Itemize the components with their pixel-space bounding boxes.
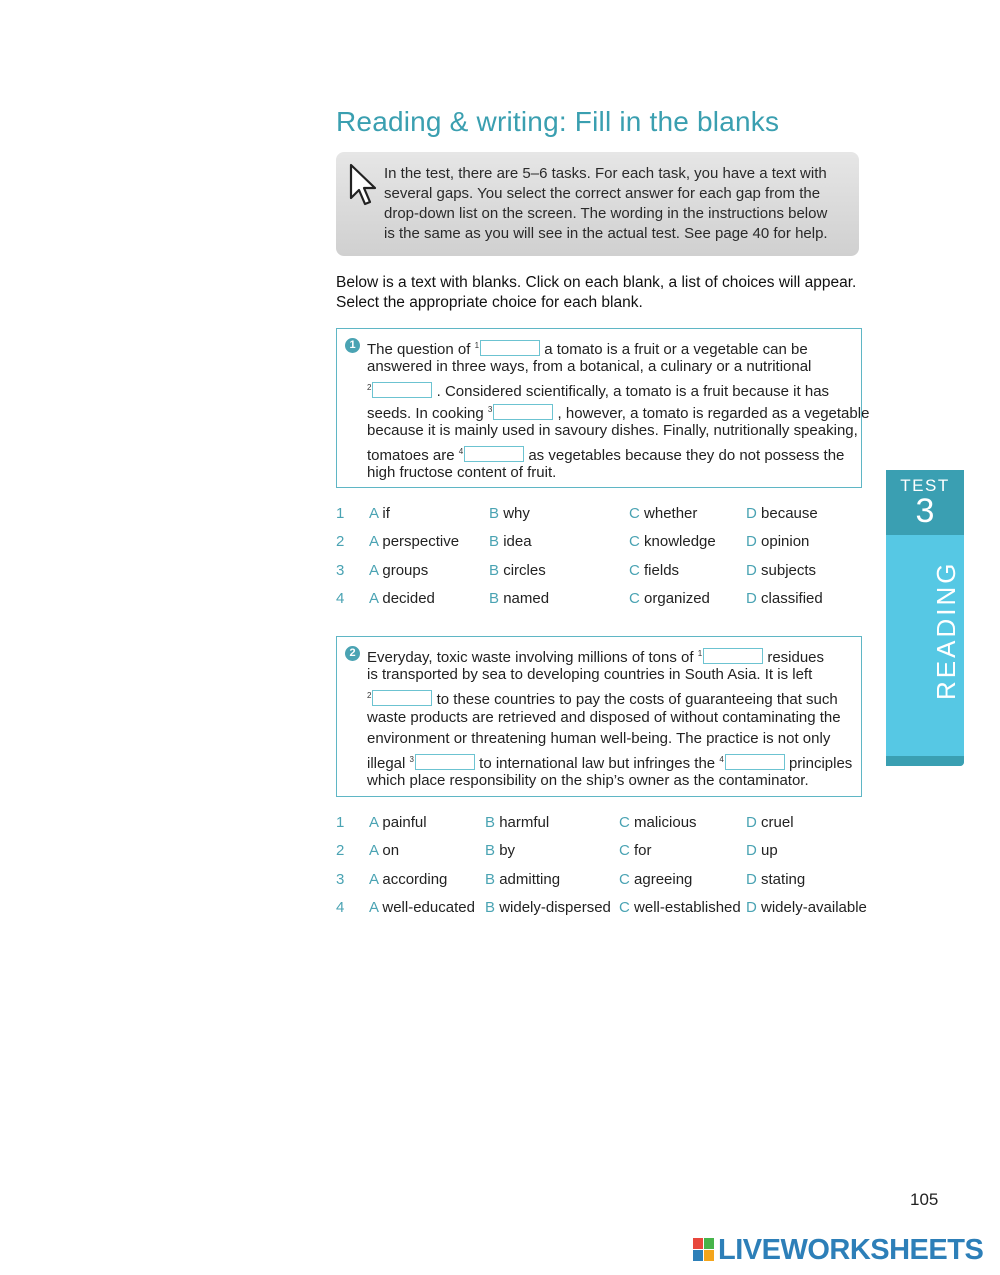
passage-text: tomatoes are xyxy=(367,446,455,464)
gap-number: 3 xyxy=(409,754,414,764)
option-d: D widely-available xyxy=(746,898,867,916)
brand-grid-icon xyxy=(693,1238,715,1262)
option-c: C fields xyxy=(629,561,680,579)
option-a: A decided xyxy=(369,589,435,607)
test-label-block xyxy=(886,470,964,535)
option-row xyxy=(336,533,866,561)
gap-number: 4 xyxy=(719,754,724,764)
option-a: A well-educated xyxy=(369,898,475,916)
task-2-options xyxy=(336,814,866,927)
option-row xyxy=(336,590,866,618)
tab-bottom-stripe xyxy=(886,756,964,766)
question-number: 1 xyxy=(336,505,345,522)
option-row xyxy=(336,899,866,927)
question-number: 2 xyxy=(336,842,345,860)
option-b: B why xyxy=(489,505,530,522)
test-number: 3 xyxy=(915,492,935,530)
page-title: Reading & writing: Fill in the blanks xyxy=(336,106,780,137)
option-d: D opinion xyxy=(746,533,810,551)
option-d: D up xyxy=(746,842,778,860)
question-number: 3 xyxy=(336,561,345,579)
instruction-line: Select the appropriate choice for each blank. xyxy=(336,294,643,311)
question-number: 3 xyxy=(336,870,345,888)
page-number: 105 xyxy=(910,1190,939,1209)
task-number-badge: 2 xyxy=(345,646,360,661)
option-d: D because xyxy=(746,505,818,522)
option-c: C knowledge xyxy=(629,533,716,551)
gap-4-dropdown[interactable] xyxy=(725,754,785,770)
task-2-box xyxy=(336,636,862,797)
passage-text: because it is mainly used in savoury dishes. Finally, nutritionally speaking, xyxy=(367,421,858,439)
option-a: A if xyxy=(369,505,390,522)
option-a: A on xyxy=(369,842,400,860)
option-d: D classified xyxy=(746,589,823,607)
gap-2-dropdown[interactable] xyxy=(372,382,432,398)
option-d: D stating xyxy=(746,870,806,888)
gap-number: 2 xyxy=(367,691,372,701)
task-1-passage xyxy=(367,335,870,483)
passage-text: seeds. In cooking xyxy=(367,404,484,422)
passage-text: , however, a tomato is regarded as a vegetable xyxy=(557,404,870,422)
passage-text: principles xyxy=(788,754,853,772)
option-c: C well-established xyxy=(619,898,741,916)
option-b: B by xyxy=(485,842,516,860)
option-b: B idea xyxy=(489,533,532,551)
question-number: 4 xyxy=(336,898,345,916)
passage-text: answered in three ways, from a botanical, a culinary or a nutritional xyxy=(367,358,812,376)
test-label: TEST xyxy=(900,476,950,495)
gap-2-dropdown[interactable] xyxy=(372,690,432,706)
option-c: C malicious xyxy=(619,814,697,831)
option-c: C for xyxy=(619,842,652,860)
option-row xyxy=(336,562,866,590)
passage-text: to these countries to pay the costs of guaranteeing that such xyxy=(436,691,838,709)
option-row xyxy=(336,505,866,533)
gap-number: 1 xyxy=(697,649,703,658)
info-box xyxy=(336,152,859,256)
info-line: drop-down list on the screen. The wording in the instructions below xyxy=(384,205,828,222)
section-label: READING xyxy=(931,560,961,700)
option-row xyxy=(336,842,866,870)
info-text xyxy=(384,164,846,244)
instructions xyxy=(336,273,866,313)
passage-text: The question of xyxy=(367,341,471,358)
info-line: In the test, there are 5–6 tasks. For each task, you have a text with xyxy=(384,165,827,182)
option-d: D subjects xyxy=(746,561,817,579)
option-b: B harmful xyxy=(485,814,550,831)
gap-3-dropdown[interactable] xyxy=(415,754,475,770)
question-number: 1 xyxy=(336,814,345,831)
option-a: A according xyxy=(369,870,448,888)
gap-1-dropdown[interactable] xyxy=(703,648,763,664)
gap-4-dropdown[interactable] xyxy=(464,446,524,462)
task-number-badge: 1 xyxy=(345,338,360,353)
instruction-line: Below is a text with blanks. Click on each blank, a list of choices will appear. xyxy=(336,274,857,291)
passage-text: Everyday, toxic waste involving millions of tons of xyxy=(367,649,694,666)
passage-text: to international law but infringes the xyxy=(479,754,716,772)
passage-text: as vegetables because they do not possess the xyxy=(528,446,845,464)
info-line: several gaps. You select the correct answer for each gap from the xyxy=(384,185,821,202)
passage-text: residues xyxy=(767,649,825,666)
gap-number: 4 xyxy=(458,446,464,456)
option-c: C organized xyxy=(629,589,710,607)
option-d: D cruel xyxy=(746,814,794,831)
gap-number: 1 xyxy=(474,341,480,350)
section-side-tab xyxy=(886,470,964,766)
question-number: 2 xyxy=(336,533,345,551)
passage-text: environment or threatening human well-being. The practice is not only xyxy=(367,729,831,747)
option-a: A painful xyxy=(369,814,427,831)
brand-name: LIVEWORKSHEETS xyxy=(718,1234,984,1266)
task-1-options xyxy=(336,505,866,618)
cursor-icon xyxy=(348,162,378,210)
option-b: B named xyxy=(489,589,550,607)
gap-number: 2 xyxy=(367,383,372,393)
option-row xyxy=(336,871,866,899)
info-line: is the same as you will see in the actual test. See page 40 for help. xyxy=(384,225,828,242)
option-row xyxy=(336,814,866,842)
task-2-passage xyxy=(367,643,857,791)
task-1-box xyxy=(336,328,870,488)
question-number: 4 xyxy=(336,589,345,607)
option-a: A groups xyxy=(369,561,429,579)
option-a: A perspective xyxy=(369,533,460,551)
option-c: C whether xyxy=(629,505,698,522)
gap-3-dropdown[interactable] xyxy=(493,404,553,420)
gap-1-dropdown[interactable] xyxy=(480,340,540,356)
passage-text: which place responsibility on the ship’s owner as the contaminator. xyxy=(367,772,809,790)
passage-text: a tomato is a fruit or a vegetable can be xyxy=(544,341,808,358)
passage-text: . Considered scientifically, a tomato is a fruit because it has xyxy=(436,383,830,401)
option-b: B widely-dispersed xyxy=(485,898,611,916)
passage-text: high fructose content of fruit. xyxy=(367,464,557,482)
option-c: C agreeing xyxy=(619,870,693,888)
passage-text: illegal xyxy=(367,754,406,772)
passage-text: is transported by sea to developing countries in South Asia. It is left xyxy=(367,666,813,684)
gap-number: 3 xyxy=(487,404,493,414)
passage-text: waste products are retrieved and disposed of without contaminating the xyxy=(367,708,841,726)
option-b: B admitting xyxy=(485,870,561,888)
option-b: B circles xyxy=(489,561,546,579)
